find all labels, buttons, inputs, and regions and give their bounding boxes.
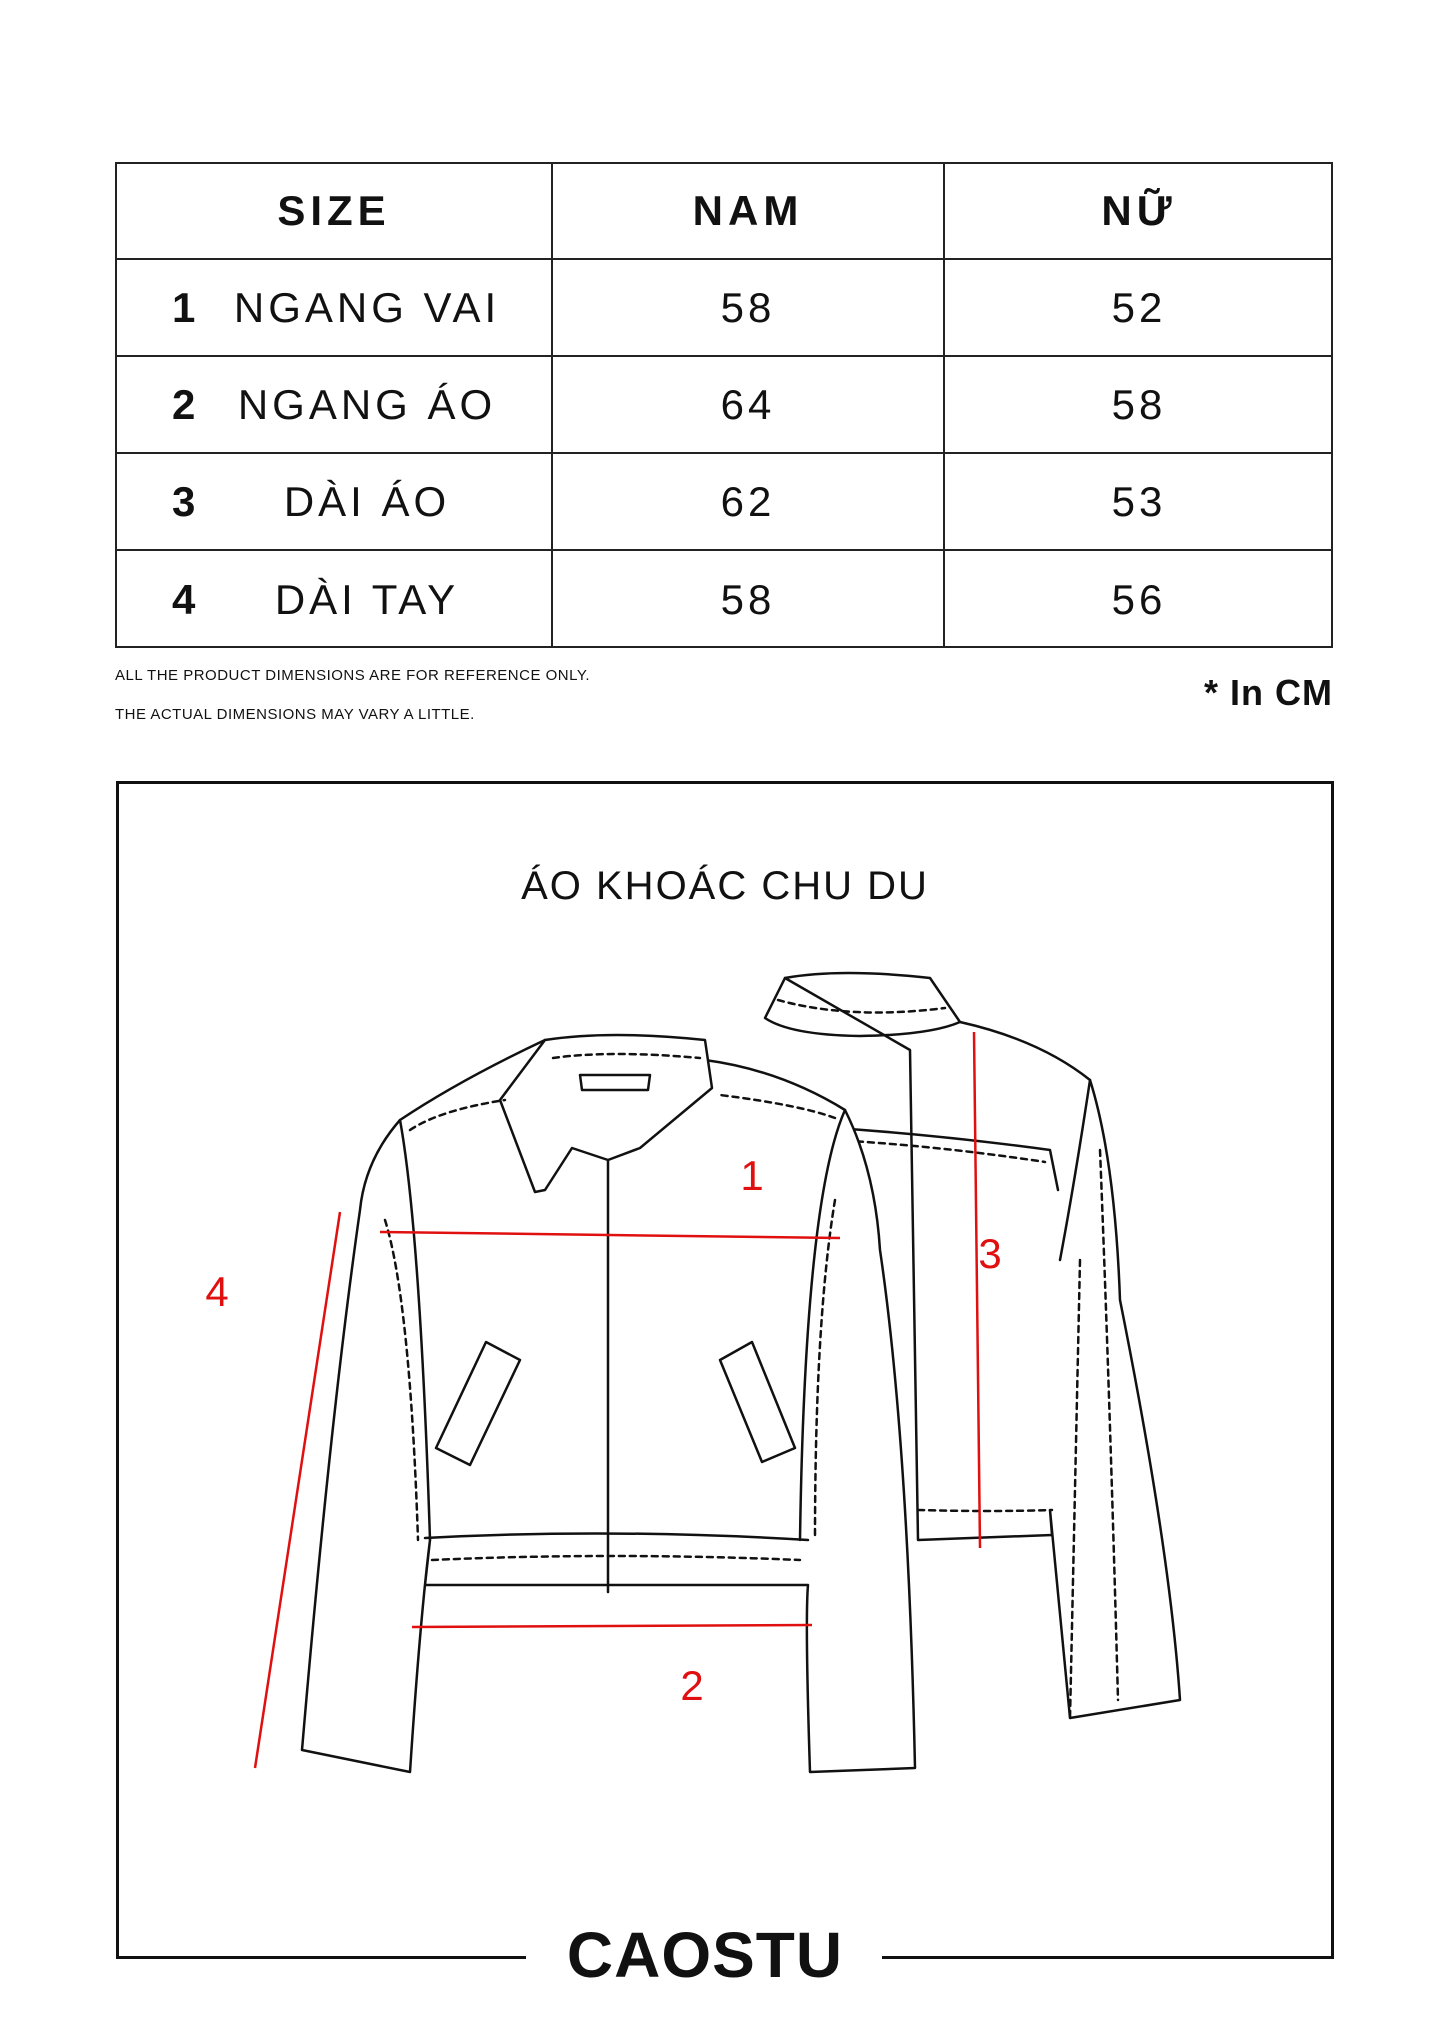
value-nu: 52 [1111,283,1167,331]
measure-label-3: 3 [978,1230,1002,1277]
row-label: DÀI ÁO [283,477,451,525]
value-nam: 64 [553,357,945,452]
value-nu: 56 [1111,575,1167,623]
row-label: NGANG VAI [233,283,501,331]
value-nu: 53 [1111,477,1167,525]
header-size: SIZE [117,164,553,258]
row-index: 1 [172,283,196,331]
row-index: 4 [172,575,196,623]
brand-logo: CAOSTU [566,1919,844,1991]
row-label: DÀI TAY [274,575,460,623]
value-nam: 58 [553,551,945,648]
value-nam: 58 [553,260,945,355]
disclaimer-line-1: ALL THE PRODUCT DIMENSIONS ARE FOR REFERENCE ONLY. [115,667,591,684]
header-nam: NAM [553,164,945,258]
row-index: 3 [172,477,196,525]
value-nam: 62 [553,454,945,549]
row-index: 2 [172,380,196,428]
product-title: ÁO KHOÁC CHU DU [521,864,929,908]
measure-label-2: 2 [680,1662,704,1709]
value-nu: 58 [1111,380,1167,428]
unit-note: * In CM [1204,672,1333,713]
measure-line-2 [412,1625,812,1627]
jacket-front-illustration [302,1035,915,1772]
row-label: NGANG ÁO [237,380,497,428]
header-nu: NỮ [1101,187,1177,234]
measure-label-1: 1 [740,1152,764,1199]
measure-label-4: 4 [205,1268,229,1315]
disclaimer-line-2: THE ACTUAL DIMENSIONS MAY VARY A LITTLE. [115,706,475,723]
